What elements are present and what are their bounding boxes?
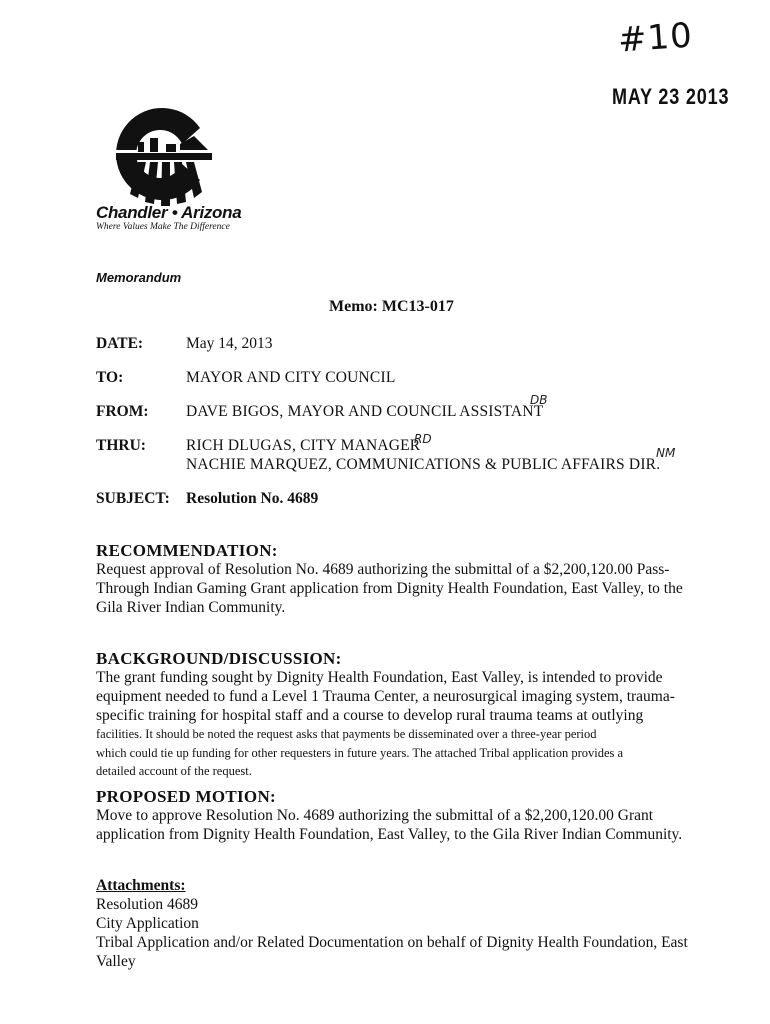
background-line: which could tie up funding for other requesters in future years. The attached Tribal application provides a	[96, 745, 624, 760]
attachments-list	[96, 895, 696, 971]
attachments-heading: Attachments:	[96, 877, 186, 894]
proposed-motion-body	[96, 806, 716, 844]
attachment-item: City Application	[96, 915, 199, 932]
recommendation-line: Through Indian Gaming Grant application from Dignity Health Foundation, East Valley, to the	[96, 580, 683, 597]
from-initials: DB	[530, 393, 548, 407]
background-heading: BACKGROUND/DISCUSSION:	[96, 649, 342, 668]
document-type: Memorandum	[96, 270, 182, 285]
from-label: FROM:	[96, 403, 149, 420]
chandler-logo	[108, 100, 218, 208]
recommendation-line: Request approval of Resolution No. 4689 authorizing the submittal of a $2,200,120.00 Pass-	[96, 561, 670, 578]
date-label: DATE:	[96, 335, 144, 352]
from-value: DAVE BIGOS, MAYOR AND COUNCIL ASSISTANT	[186, 403, 544, 420]
background-line: specific training for hospital staff and a course to develop rural trauma teams at outlying	[96, 707, 644, 724]
thru-initials-2: NM	[656, 446, 676, 460]
city-name: Chandler • Arizona	[96, 203, 242, 222]
proposed-motion-heading: PROPOSED MOTION:	[96, 787, 276, 806]
background-line: equipment needed to fund a Level 1 Trauma Center, a neurosurgical imaging system, trauma-	[96, 688, 675, 705]
to-value: MAYOR AND CITY COUNCIL	[186, 369, 396, 386]
received-date-stamp: MAY 23 2013	[612, 84, 730, 109]
background-line: facilities. It should be noted the request asks that payments be disseminated over a three-year period	[96, 727, 597, 741]
subject-label: SUBJECT:	[96, 490, 170, 507]
attachment-item: Valley	[96, 953, 136, 970]
attachment-item: Tribal Application and/or Related Documentation on behalf of Dignity Health Foundation, East	[96, 934, 688, 951]
recommendation-body	[96, 560, 686, 617]
handwritten-item-number: #10	[616, 15, 695, 61]
proposed-motion-line: Move to approve Resolution No. 4689 authorizing the submittal of a $2,200,120.00 Grant	[96, 807, 654, 824]
background-body	[96, 668, 716, 781]
city-tagline: Where Values Make The Difference	[96, 222, 230, 232]
thru-value-1: RICH DLUGAS, CITY MANAGER	[186, 437, 421, 454]
thru-label: THRU:	[96, 437, 146, 454]
proposed-motion-line: application from Dignity Health Foundation, East Valley, to the Gila River Indian Community.	[96, 826, 683, 843]
thru-value-2: NACHIE MARQUEZ, COMMUNICATIONS & PUBLIC AFFAIRS DIR.	[186, 456, 661, 473]
recommendation-heading: RECOMMENDATION:	[96, 541, 278, 560]
attachment-item: Resolution 4689	[96, 896, 199, 913]
thru-initials-1: RD	[414, 432, 432, 446]
to-label: TO:	[96, 369, 124, 386]
memo-number: Memo: MC13-017	[329, 298, 454, 315]
recommendation-line: Gila River Indian Community.	[96, 599, 286, 616]
subject-value: Resolution No. 4689	[186, 490, 319, 507]
background-line: The grant funding sought by Dignity Health Foundation, East Valley, is intended to provide	[96, 669, 663, 686]
date-value: May 14, 2013	[186, 335, 273, 352]
background-line: detailed account of the request.	[96, 764, 252, 778]
